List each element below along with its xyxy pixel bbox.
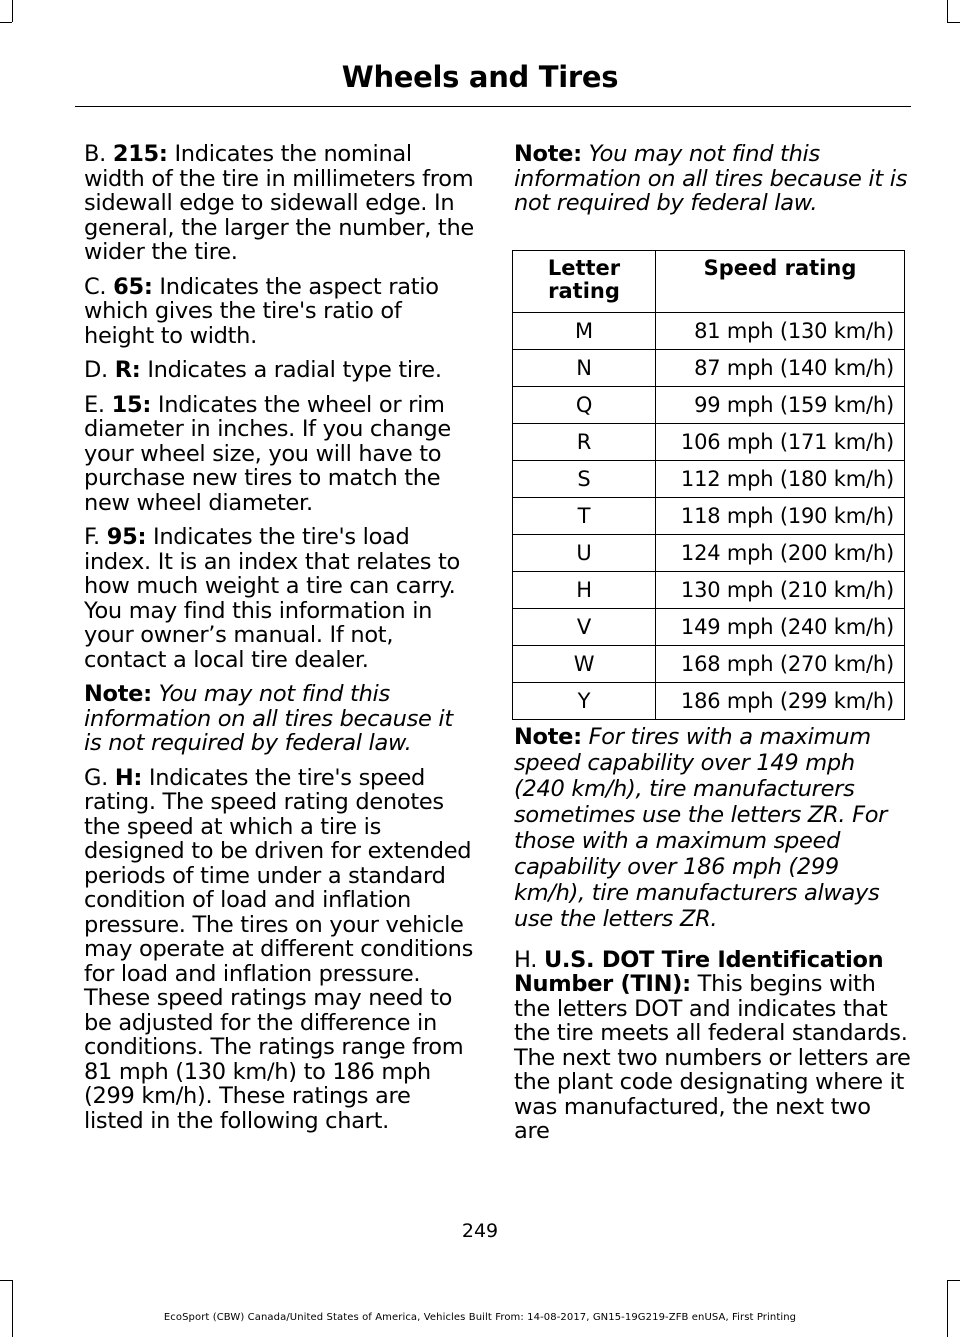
table-row <box>513 497 905 534</box>
table-row <box>513 645 905 682</box>
speed-rating-cell: 149 mph (240 km/h) <box>656 608 905 645</box>
table-row <box>513 386 905 423</box>
table-row <box>513 312 905 349</box>
crop-mark <box>12 0 13 22</box>
table-row <box>513 682 905 719</box>
page-title: Wheels and Tires <box>341 60 619 94</box>
crop-mark <box>0 1280 12 1281</box>
table-row <box>513 534 905 571</box>
footer-text: EcoSport (CBW) Canada/United States of America, Vehicles Built From: 14-08-2017, GN15-19G219-ZFB enUSA, First Printing <box>163 1312 797 1323</box>
paragraph-c: C. 65: Indicates the aspect ratio which gives the tire's ratio of height to width. <box>84 273 439 349</box>
note-federal-law-right: Note: You may not find this information on all tires because it is not required by federal law. <box>514 141 908 216</box>
letter-rating-cell: V <box>513 608 656 645</box>
letter-rating-cell: Y <box>513 682 656 719</box>
speed-rating-cell: 87 mph (140 km/h) <box>656 349 905 386</box>
speed-rating-cell: 112 mph (180 km/h) <box>656 460 905 497</box>
table-body <box>513 312 905 719</box>
paragraph-f: F. 95: Indicates the tire's load index. It is an index that relates to how much weight a tire can carry. You may find this information in your owner’s manual. If not, contact a local tire dealer. <box>84 524 461 673</box>
letter-rating-cell: H <box>513 571 656 608</box>
letter-rating-cell: R <box>513 423 656 460</box>
crop-mark <box>0 22 12 23</box>
speed-rating-cell: 124 mph (200 km/h) <box>656 534 905 571</box>
letter-rating-cell: U <box>513 534 656 571</box>
table-header-row <box>513 250 905 312</box>
letter-rating-cell: T <box>513 497 656 534</box>
page-number: 249 <box>461 1220 499 1242</box>
letter-rating-cell: Q <box>513 386 656 423</box>
speed-rating-cell: 118 mph (190 km/h) <box>656 497 905 534</box>
speed-rating-cell: 130 mph (210 km/h) <box>656 571 905 608</box>
paragraph-h: H. U.S. DOT Tire Identification Number (TIN): This begins with the letters DOT and indicates that the tire meets all federal standards. The next two numbers or letters are the plant code designating where it was manufactured, the next two are <box>514 946 911 1144</box>
table-row <box>513 423 905 460</box>
crop-mark <box>947 1280 960 1281</box>
crop-mark <box>947 0 948 22</box>
speed-rating-cell: 106 mph (171 km/h) <box>656 423 905 460</box>
speed-rating-cell: 186 mph (299 km/h) <box>656 682 905 719</box>
speed-rating-table <box>512 250 905 720</box>
crop-mark <box>12 1280 13 1337</box>
speed-rating-cell: 168 mph (270 km/h) <box>656 645 905 682</box>
paragraph-d: D. R: Indicates a radial type tire. <box>84 357 442 383</box>
note-federal-law: Note: You may not find this information on all tires because it is not required by federal law. <box>84 681 453 756</box>
paragraph-b: B. 215: Indicates the nominal width of the tire in millimeters from sidewall edge to sidewall edge. In general, the larger the number, the wider the tire. <box>84 141 474 265</box>
table-row <box>513 571 905 608</box>
crop-mark <box>947 22 960 23</box>
paragraph-g: G. H: Indicates the tire's speed rating. The speed rating denotes the speed at which a tire is designed to be driven for extended periods of time under a standard condition of load and inflation pressure. The tires on your vehicle may operate at different conditions for load and inflation pressure. These speed ratings may need to be adjusted for the difference in conditions. The ratings range from 81 mph (130 km/h) to 186 mph (299 km/h). These ratings are listed in the following chart. <box>84 764 473 1134</box>
letter-rating-cell: N <box>513 349 656 386</box>
header-rule <box>75 106 911 107</box>
column-header-speed-rating: Speed rating <box>656 250 905 312</box>
paragraph-e: E. 15: Indicates the wheel or rim diameter in inches. If you change your wheel size, you will have to purchase new tires to match the new wheel diameter. <box>84 391 451 516</box>
left-column <box>84 142 476 1143</box>
table-row <box>513 608 905 645</box>
column-header-letter-rating: Letter rating <box>513 250 656 312</box>
letter-rating-cell: M <box>513 312 656 349</box>
crop-mark <box>947 1280 948 1337</box>
letter-rating-cell: S <box>513 460 656 497</box>
speed-rating-cell: 99 mph (159 km/h) <box>656 386 905 423</box>
note-zr: Note: For tires with a maximum speed capability over 149 mph (240 km/h), tire manufacturers sometimes use the letters ZR. For those with a maximum speed capability over 186 mph (299 km/h), tire manufacturers always use the letters ZR. <box>514 723 888 932</box>
right-column <box>514 142 912 1154</box>
table-row <box>513 460 905 497</box>
table-row <box>513 349 905 386</box>
letter-rating-cell: W <box>513 645 656 682</box>
speed-rating-cell: 81 mph (130 km/h) <box>656 312 905 349</box>
